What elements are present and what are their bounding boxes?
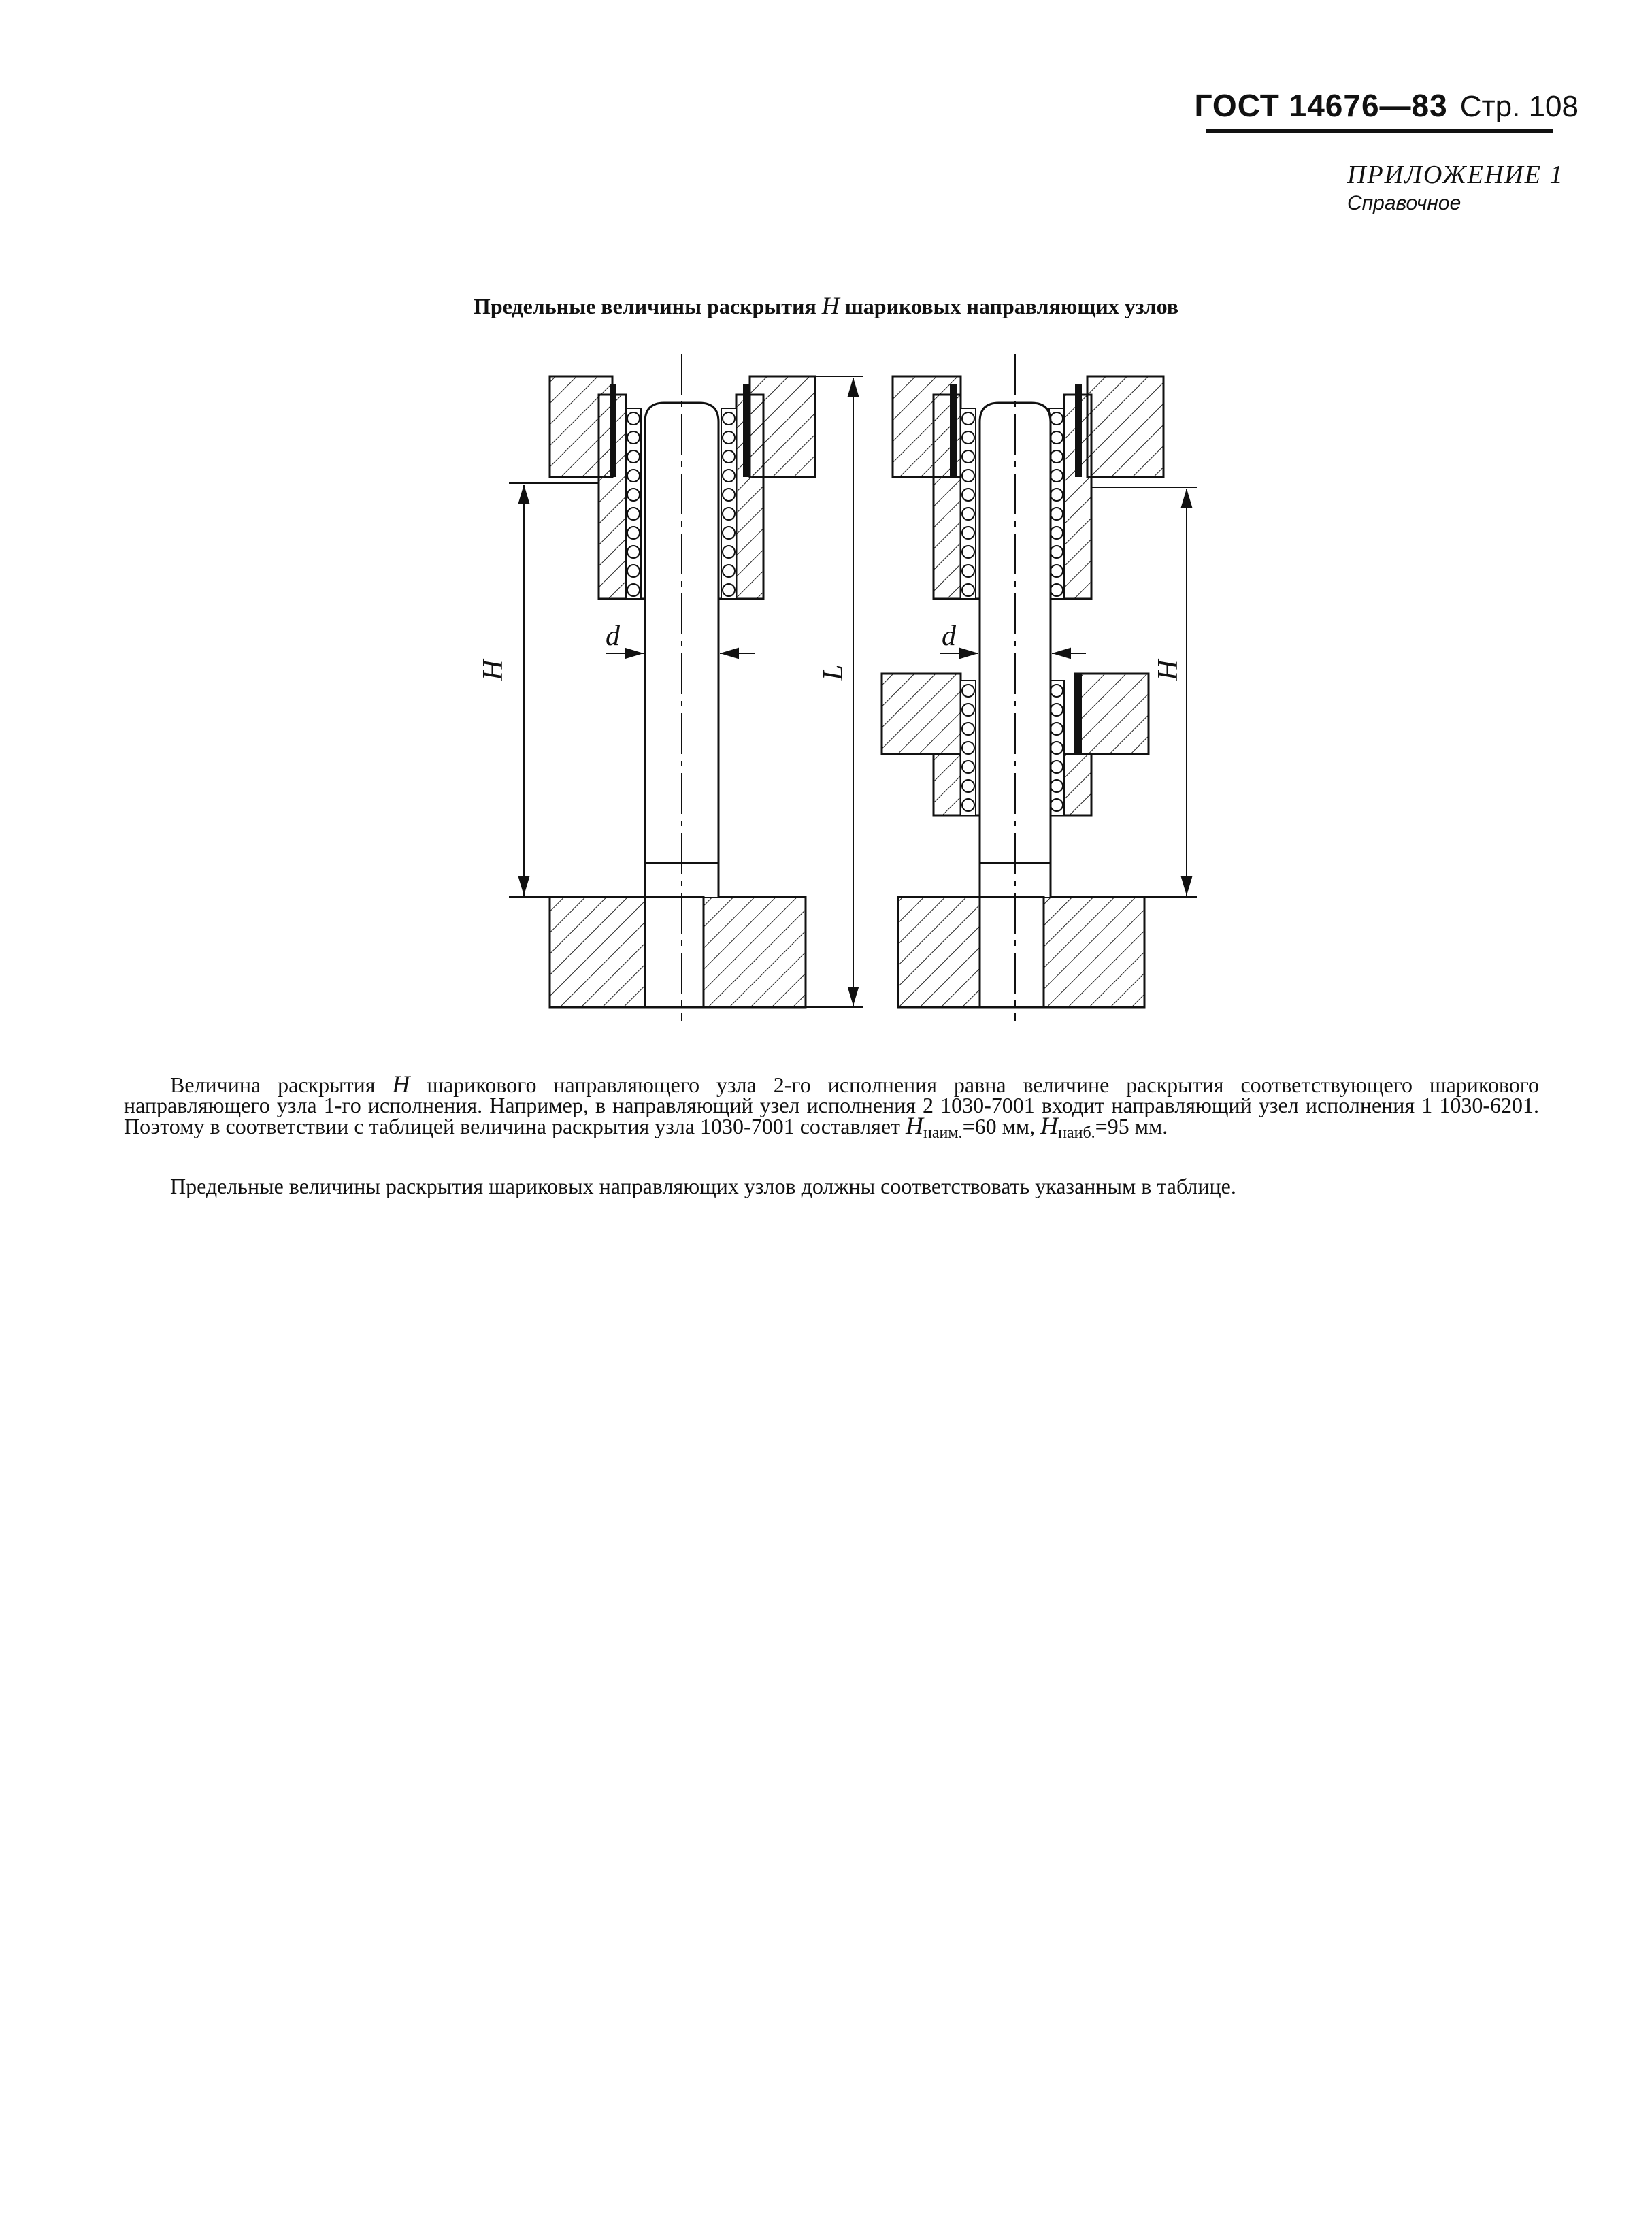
bearing-ball	[962, 508, 974, 520]
bearing-ball	[1051, 584, 1063, 596]
bearing-ball	[1051, 450, 1063, 463]
d-right-label: d	[942, 621, 956, 652]
bearing-ball	[1051, 470, 1063, 482]
right-middle-plate-left	[882, 674, 961, 754]
bearing-ball	[627, 565, 640, 577]
p1-hmax-sub: наиб.	[1058, 1124, 1095, 1142]
p1-hmin-var: H	[906, 1112, 924, 1139]
right-middle-sleeve-band	[1075, 674, 1082, 754]
bearing-ball	[962, 527, 974, 539]
bearing-ball	[962, 565, 974, 577]
p1-hmin-sub: наим.	[923, 1124, 963, 1142]
bearing-ball	[1051, 723, 1063, 735]
bearing-ball	[627, 450, 640, 463]
left-bottom-plate-left	[550, 897, 645, 1007]
bearing-ball	[962, 780, 974, 792]
appendix-title: ПРИЛОЖЕНИЕ 1	[1347, 161, 1564, 189]
bearing-ball	[962, 742, 974, 754]
bearing-ball	[962, 412, 974, 425]
bearing-ball	[962, 704, 974, 716]
bearing-ball	[627, 527, 640, 539]
standard-number: ГОСТ 14676—83	[1194, 88, 1448, 123]
bearing-ball	[1051, 565, 1063, 577]
bearing-ball	[723, 546, 735, 558]
bearing-ball	[962, 546, 974, 558]
bearing-ball	[962, 799, 974, 811]
figure-title-variable: H	[821, 292, 840, 319]
left-sleeve-band-left	[610, 384, 616, 477]
bearing-ball	[1051, 742, 1063, 754]
bearing-ball	[962, 723, 974, 735]
bearing-ball	[1051, 780, 1063, 792]
right-sleeve-band-left	[950, 384, 957, 477]
bearing-ball	[962, 470, 974, 482]
bearing-ball	[1051, 799, 1063, 811]
p1-hmax-value: =95 мм.	[1095, 1114, 1168, 1138]
bearing-ball	[723, 508, 735, 520]
figure-title-start: Предельные величины раскрытия	[473, 294, 816, 318]
right-sleeve-band-right	[1075, 384, 1082, 477]
bearing-ball	[1051, 431, 1063, 444]
bearing-ball	[627, 431, 640, 444]
bearing-ball	[627, 584, 640, 596]
right-middle-plate-right	[1075, 674, 1149, 754]
bearing-ball	[1051, 412, 1063, 425]
bearing-ball	[1051, 527, 1063, 539]
bearing-ball	[627, 412, 640, 425]
p1-hmax-var: H	[1040, 1112, 1059, 1139]
bearing-ball	[723, 450, 735, 463]
p1-text-1: Величина раскрытия	[170, 1072, 376, 1097]
right-pin-base	[980, 897, 1044, 1007]
l-label: L	[818, 664, 849, 681]
left-sleeve-band-right	[743, 384, 750, 477]
bearing-ball	[627, 546, 640, 558]
right-lower-bushing-left	[934, 754, 961, 815]
p1-text-2: шарикового направляющего узла 2-го исполнения равна величине раскрытия соответствующего шарикового направляющего узла 1-го исполнения. Например, в направляющий узел исполнения 2 1030-7001 входит направляющий узел исполнения 1 1030-6201. Поэтому в соответствии с таблицей величина раскрытия узла 1030-7001 составляет	[124, 1072, 1540, 1138]
bearing-ball	[1051, 489, 1063, 501]
p1-var-h: H	[392, 1070, 410, 1098]
paragraph-1	[124, 1070, 1540, 1142]
bearing-ball	[1051, 704, 1063, 716]
p1-hmin-value: =60 мм,	[962, 1114, 1036, 1138]
h-left-label: H	[478, 659, 509, 681]
bearing-ball	[1051, 546, 1063, 558]
figure-title-end: шариковых направляющих узлов	[844, 294, 1179, 318]
right-bottom-plate-right	[1044, 897, 1144, 1007]
bearing-ball	[1051, 508, 1063, 520]
bearing-ball	[723, 489, 735, 501]
bearing-ball	[627, 489, 640, 501]
bearing-ball	[723, 527, 735, 539]
appendix-subtitle: Справочное	[1347, 192, 1461, 214]
right-lower-bushing-right	[1064, 754, 1091, 815]
bearing-ball	[723, 565, 735, 577]
right-top-plate-right	[1087, 376, 1163, 477]
bearing-ball	[1051, 761, 1063, 773]
d-left-label: d	[606, 621, 620, 652]
bearing-ball	[962, 761, 974, 773]
bearing-ball	[627, 508, 640, 520]
bearing-ball	[723, 470, 735, 482]
bearing-ball	[723, 412, 735, 425]
bearing-ball	[627, 470, 640, 482]
paragraph-2: Предельные величины раскрытия шариковых направляющих узлов должны соответствовать указанным в таблице.	[170, 1174, 1236, 1198]
left-bottom-plate-right	[704, 897, 806, 1007]
left-pin-base	[645, 897, 704, 1007]
bearing-ball	[1051, 685, 1063, 697]
bearing-ball	[962, 489, 974, 501]
bearing-ball	[723, 431, 735, 444]
right-bottom-plate-left	[898, 897, 980, 1007]
page-number: Стр. 108	[1459, 90, 1579, 123]
bearing-ball	[962, 685, 974, 697]
bearing-ball	[962, 431, 974, 444]
bearing-ball	[962, 450, 974, 463]
bearing-ball	[723, 584, 735, 596]
technical-drawing	[0, 0, 1652, 1062]
bearing-ball	[962, 584, 974, 596]
h-right-label: H	[1153, 659, 1184, 681]
